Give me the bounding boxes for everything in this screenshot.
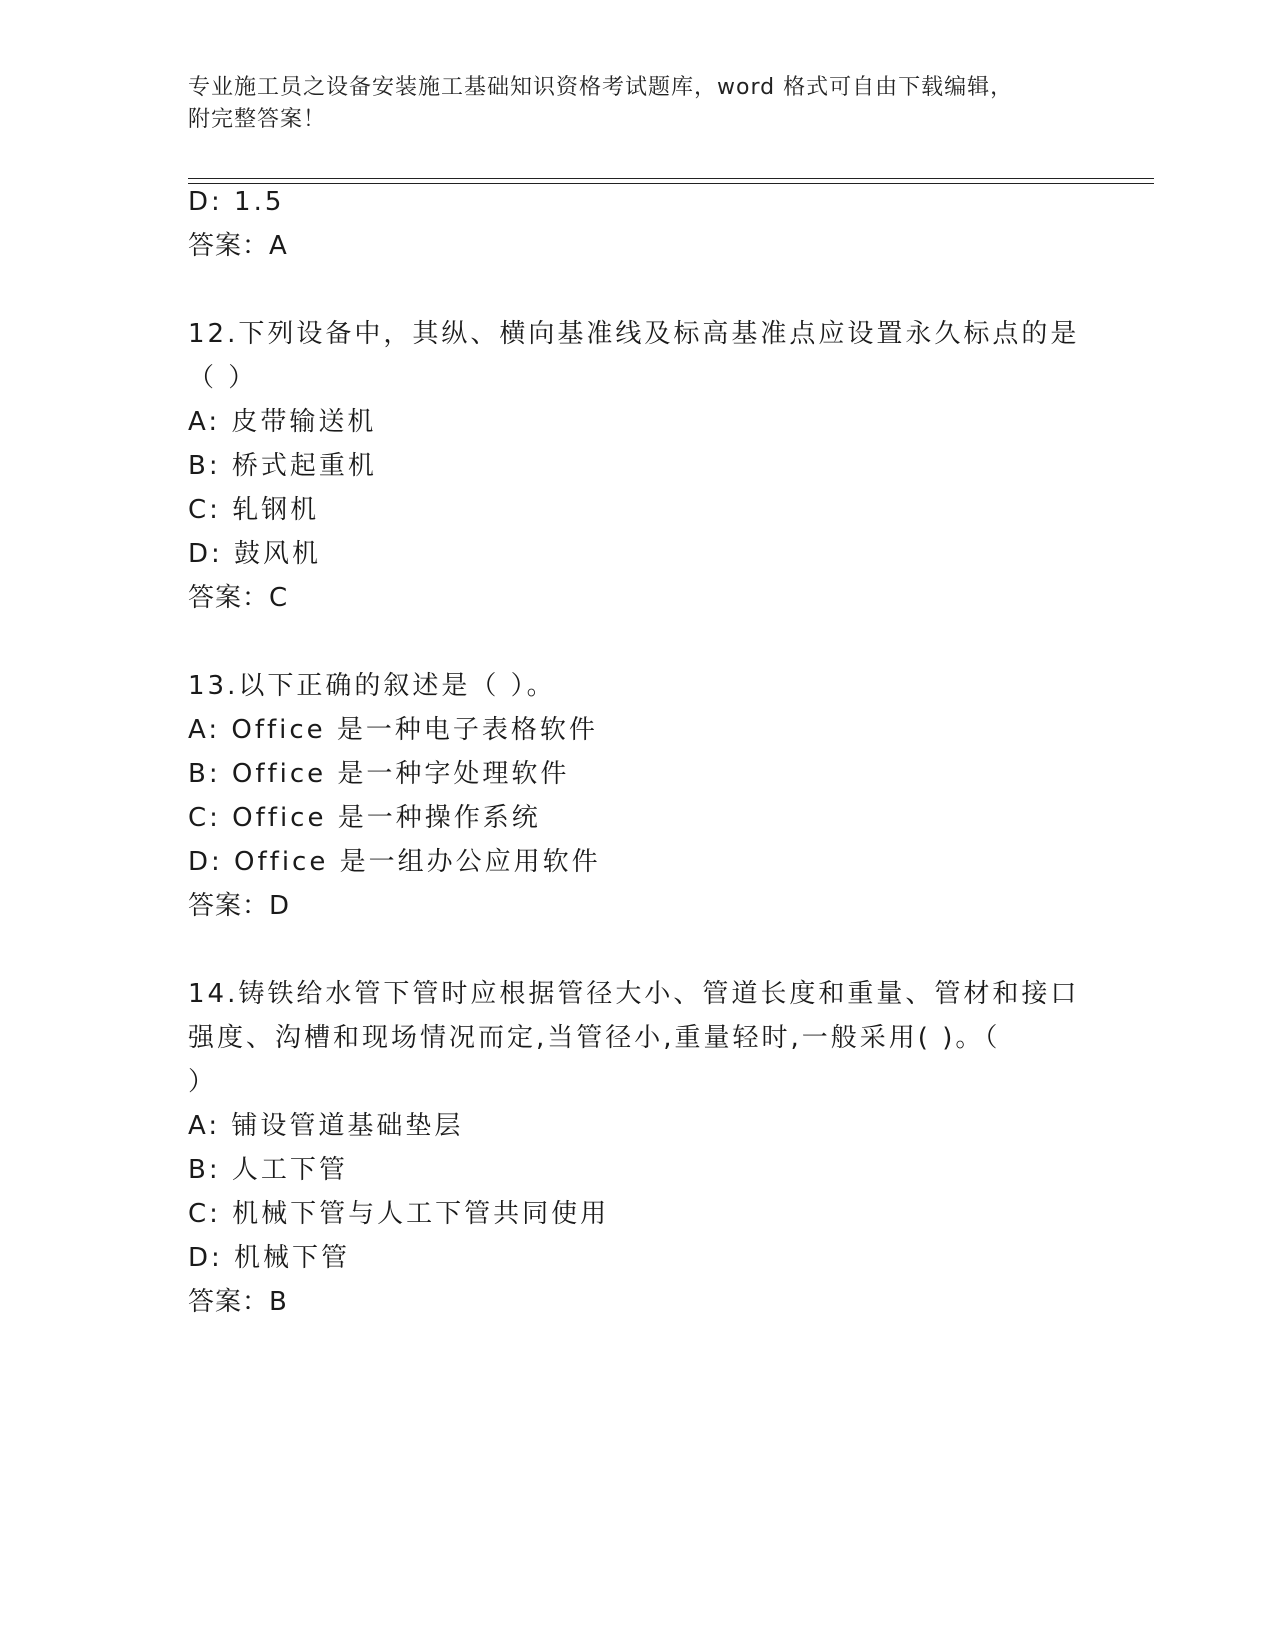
question-12-option-c: C: 轧钢机: [188, 495, 320, 525]
question-14-title-line-3: ）: [188, 1067, 218, 1097]
question-13-title-line-1: 13.以下正确的叙述是（ ）。: [188, 671, 556, 701]
header-divider-top: [188, 178, 1154, 179]
question-13-option-b: B: Office 是一种字处理软件: [188, 759, 570, 789]
header-line-2: 附完整答案！: [188, 107, 327, 132]
question-12-title-line-2: （ ）: [188, 363, 258, 393]
question-13-option-c: C: Office 是一种操作系统: [188, 803, 541, 833]
question-12-title-line-1: 12.下列设备中，其纵、横向基准线及标高基准点应设置永久标点的是: [188, 319, 1080, 349]
question-14-option-d: D: 机械下管: [188, 1243, 351, 1273]
question-12-option-d: D: 鼓风机: [188, 539, 322, 569]
question-14-title-line-2: 强度、沟槽和现场情况而定,当管径小,重量轻时,一般采用( )。（: [188, 1023, 1001, 1053]
document-header: [188, 72, 1088, 136]
question-14-option-c: C: 机械下管与人工下管共同使用: [188, 1199, 610, 1229]
question-12-option-a: A: 皮带输送机: [188, 407, 377, 437]
question-14-option-b: B: 人工下管: [188, 1155, 348, 1185]
question-13-option-a: A: Office 是一种电子表格软件: [188, 715, 598, 745]
question-14-answer: 答案：B: [188, 1287, 288, 1317]
header-divider-bottom: [188, 183, 1154, 184]
prev-option-d: D: 1.5: [188, 187, 285, 217]
question-12-option-b: B: 桥式起重机: [188, 451, 377, 481]
header-line-1: 专业施工员之设备安装施工基础知识资格考试题库，word 格式可自由下载编辑，: [188, 75, 1014, 100]
question-13-answer: 答案：D: [188, 891, 291, 921]
question-14-title-line-1: 14.铸铁给水管下管时应根据管径大小、管道长度和重量、管材和接口: [188, 979, 1080, 1009]
question-12-answer: 答案：C: [188, 583, 289, 613]
prev-answer: 答案：A: [188, 231, 288, 261]
question-14-option-a: A: 铺设管道基础垫层: [188, 1111, 464, 1141]
question-13-option-d: D: Office 是一组办公应用软件: [188, 847, 601, 877]
